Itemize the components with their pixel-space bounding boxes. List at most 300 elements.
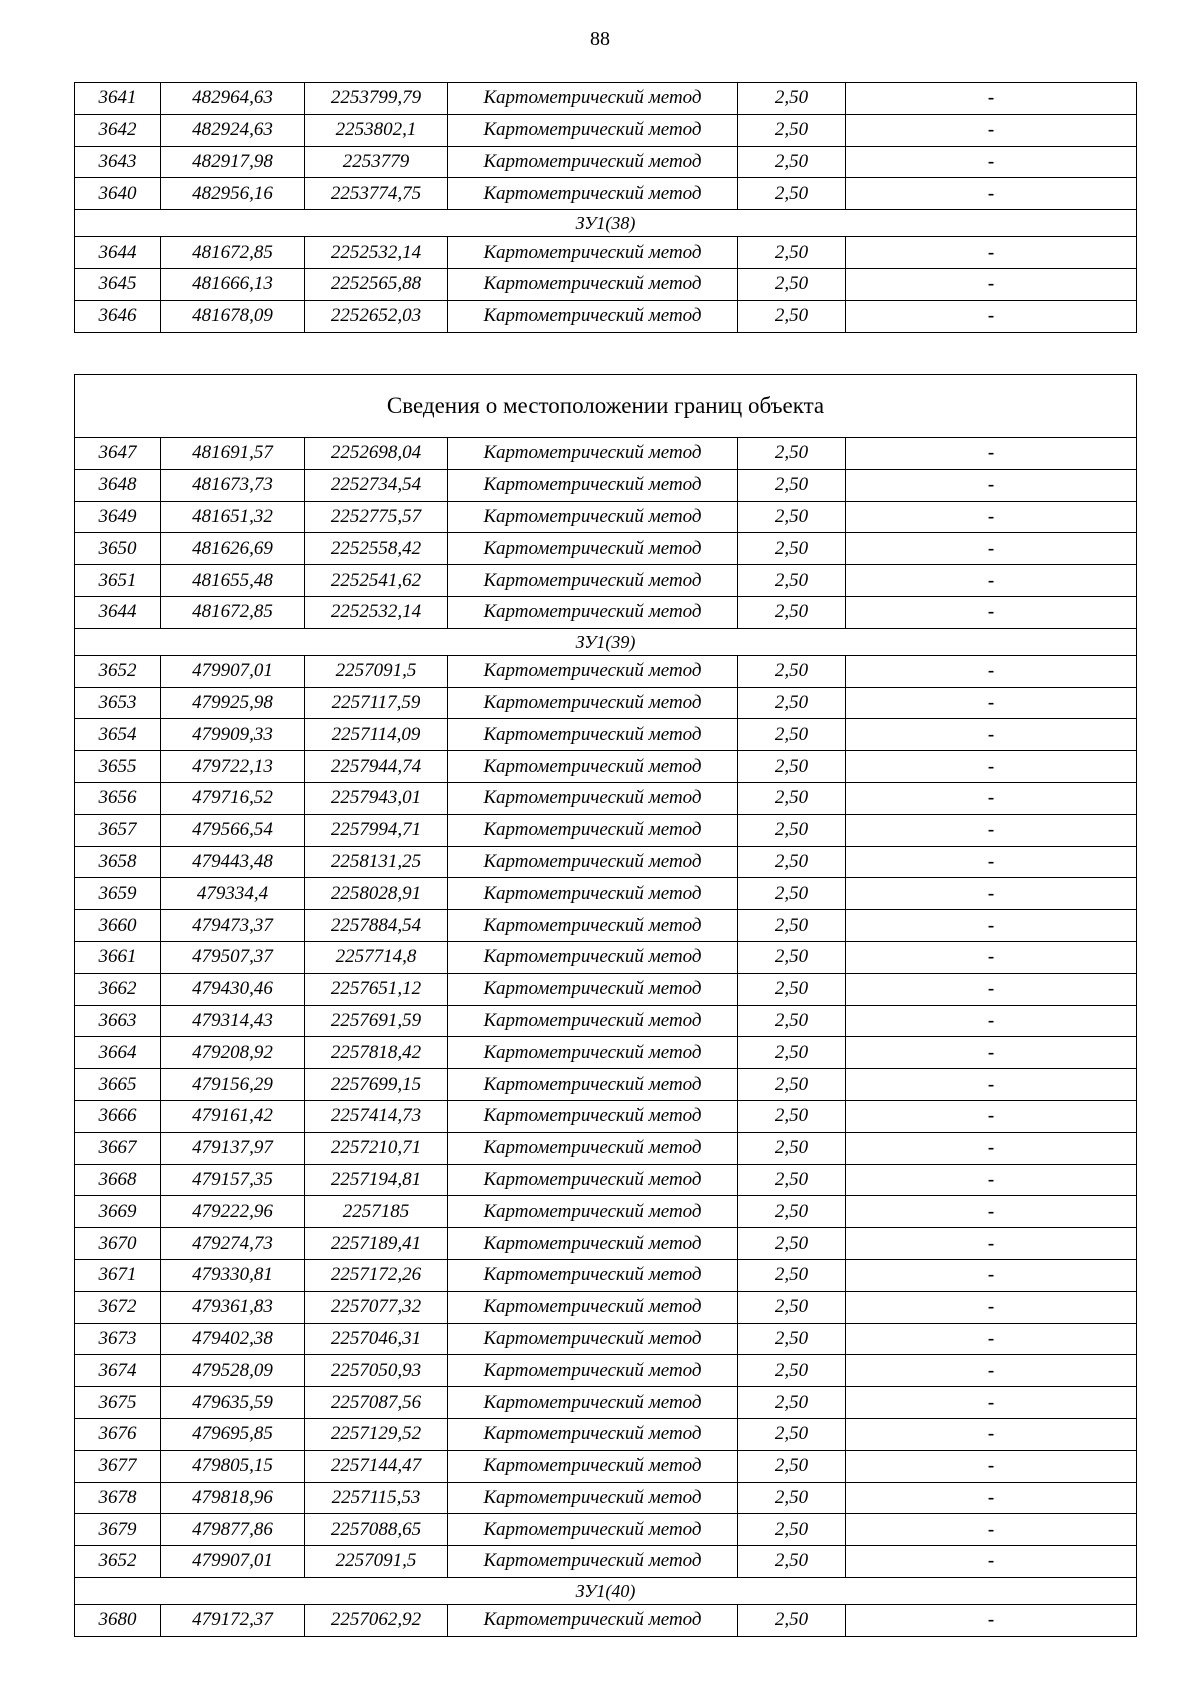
y-coordinate-cell: 2252558,42 xyxy=(305,533,448,565)
x-coordinate-cell: 481672,85 xyxy=(161,596,305,628)
x-coordinate-cell: 479716,52 xyxy=(161,782,305,814)
note-cell: - xyxy=(846,1196,1137,1228)
y-coordinate-cell: 2257714,8 xyxy=(305,941,448,973)
accuracy-cell: 2,50 xyxy=(738,910,846,942)
note-cell: - xyxy=(846,237,1137,269)
accuracy-cell: 2,50 xyxy=(738,1100,846,1132)
table-row xyxy=(75,1418,1137,1450)
table-row xyxy=(75,565,1137,597)
accuracy-cell: 2,50 xyxy=(738,268,846,300)
x-coordinate-cell: 481655,48 xyxy=(161,565,305,597)
x-coordinate-cell: 479137,97 xyxy=(161,1132,305,1164)
y-coordinate-cell: 2252775,57 xyxy=(305,501,448,533)
note-cell: - xyxy=(846,1355,1137,1387)
method-cell: Картометрический метод xyxy=(448,178,738,210)
point-number-cell: 3677 xyxy=(75,1450,161,1482)
note-cell: - xyxy=(846,1291,1137,1323)
note-cell: - xyxy=(846,941,1137,973)
x-coordinate-cell: 482956,16 xyxy=(161,178,305,210)
x-coordinate-cell: 479172,37 xyxy=(161,1604,305,1636)
x-coordinate-cell: 479566,54 xyxy=(161,814,305,846)
table-row xyxy=(75,178,1137,210)
table-row xyxy=(75,1604,1137,1636)
x-coordinate-cell: 479334,4 xyxy=(161,878,305,910)
accuracy-cell: 2,50 xyxy=(738,878,846,910)
y-coordinate-cell: 2252532,14 xyxy=(305,596,448,628)
note-cell: - xyxy=(846,438,1137,470)
point-number-cell: 3663 xyxy=(75,1005,161,1037)
note-cell: - xyxy=(846,1228,1137,1260)
note-cell: - xyxy=(846,814,1137,846)
accuracy-cell: 2,50 xyxy=(738,114,846,146)
note-cell: - xyxy=(846,1259,1137,1291)
y-coordinate-cell: 2257884,54 xyxy=(305,910,448,942)
x-coordinate-cell: 479907,01 xyxy=(161,655,305,687)
point-number-cell: 3655 xyxy=(75,751,161,783)
table-row xyxy=(75,751,1137,783)
x-coordinate-cell: 481651,32 xyxy=(161,501,305,533)
method-cell: Картометрический метод xyxy=(448,1228,738,1260)
accuracy-cell: 2,50 xyxy=(738,237,846,269)
y-coordinate-cell: 2257087,56 xyxy=(305,1387,448,1419)
point-number-cell: 3654 xyxy=(75,719,161,751)
table-row xyxy=(75,655,1137,687)
accuracy-cell: 2,50 xyxy=(738,1482,846,1514)
accuracy-cell: 2,50 xyxy=(738,1132,846,1164)
y-coordinate-cell: 2257414,73 xyxy=(305,1100,448,1132)
table-row xyxy=(75,1355,1137,1387)
table-row xyxy=(75,438,1137,470)
land-plot-label: ЗУ1(38) xyxy=(75,210,1137,237)
table-row xyxy=(75,268,1137,300)
accuracy-cell: 2,50 xyxy=(738,146,846,178)
table-row xyxy=(75,1196,1137,1228)
x-coordinate-cell: 479222,96 xyxy=(161,1196,305,1228)
accuracy-cell: 2,50 xyxy=(738,1355,846,1387)
y-coordinate-cell: 2258131,25 xyxy=(305,846,448,878)
point-number-cell: 3660 xyxy=(75,910,161,942)
y-coordinate-cell: 2252532,14 xyxy=(305,237,448,269)
note-cell: - xyxy=(846,268,1137,300)
note-cell: - xyxy=(846,1514,1137,1546)
boundary-location-table xyxy=(74,374,1137,1637)
point-number-cell: 3652 xyxy=(75,655,161,687)
accuracy-cell: 2,50 xyxy=(738,1069,846,1101)
x-coordinate-cell: 479909,33 xyxy=(161,719,305,751)
accuracy-cell: 2,50 xyxy=(738,178,846,210)
y-coordinate-cell: 2252698,04 xyxy=(305,438,448,470)
group-header-row xyxy=(75,210,1137,237)
y-coordinate-cell: 2257144,47 xyxy=(305,1450,448,1482)
point-number-cell: 3643 xyxy=(75,146,161,178)
point-number-cell: 3645 xyxy=(75,268,161,300)
x-coordinate-cell: 479925,98 xyxy=(161,687,305,719)
accuracy-cell: 2,50 xyxy=(738,1259,846,1291)
method-cell: Картометрический метод xyxy=(448,1132,738,1164)
note-cell: - xyxy=(846,687,1137,719)
y-coordinate-cell: 2257994,71 xyxy=(305,814,448,846)
accuracy-cell: 2,50 xyxy=(738,533,846,565)
method-cell: Картометрический метод xyxy=(448,1100,738,1132)
accuracy-cell: 2,50 xyxy=(738,1387,846,1419)
point-number-cell: 3664 xyxy=(75,1037,161,1069)
table-row xyxy=(75,1514,1137,1546)
note-cell: - xyxy=(846,910,1137,942)
point-number-cell: 3648 xyxy=(75,469,161,501)
method-cell: Картометрический метод xyxy=(448,438,738,470)
method-cell: Картометрический метод xyxy=(448,1005,738,1037)
point-number-cell: 3657 xyxy=(75,814,161,846)
method-cell: Картометрический метод xyxy=(448,878,738,910)
point-number-cell: 3651 xyxy=(75,565,161,597)
y-coordinate-cell: 2257818,42 xyxy=(305,1037,448,1069)
method-cell: Картометрический метод xyxy=(448,1450,738,1482)
accuracy-cell: 2,50 xyxy=(738,565,846,597)
method-cell: Картометрический метод xyxy=(448,1604,738,1636)
method-cell: Картометрический метод xyxy=(448,941,738,973)
point-number-cell: 3656 xyxy=(75,782,161,814)
accuracy-cell: 2,50 xyxy=(738,83,846,115)
accuracy-cell: 2,50 xyxy=(738,1291,846,1323)
y-coordinate-cell: 2252734,54 xyxy=(305,469,448,501)
table-row xyxy=(75,878,1137,910)
method-cell: Картометрический метод xyxy=(448,1069,738,1101)
method-cell: Картометрический метод xyxy=(448,300,738,332)
x-coordinate-cell: 479877,86 xyxy=(161,1514,305,1546)
y-coordinate-cell: 2257185 xyxy=(305,1196,448,1228)
coordinates-table-body xyxy=(75,83,1137,333)
table-row xyxy=(75,814,1137,846)
accuracy-cell: 2,50 xyxy=(738,1514,846,1546)
method-cell: Картометрический метод xyxy=(448,501,738,533)
land-plot-label: ЗУ1(39) xyxy=(75,628,1137,655)
y-coordinate-cell: 2257046,31 xyxy=(305,1323,448,1355)
x-coordinate-cell: 479156,29 xyxy=(161,1069,305,1101)
note-cell: - xyxy=(846,565,1137,597)
note-cell: - xyxy=(846,973,1137,1005)
x-coordinate-cell: 479330,81 xyxy=(161,1259,305,1291)
point-number-cell: 3650 xyxy=(75,533,161,565)
table-row xyxy=(75,1069,1137,1101)
method-cell: Картометрический метод xyxy=(448,973,738,1005)
method-cell: Картометрический метод xyxy=(448,782,738,814)
accuracy-cell: 2,50 xyxy=(738,1005,846,1037)
table-row xyxy=(75,300,1137,332)
y-coordinate-cell: 2257062,92 xyxy=(305,1604,448,1636)
method-cell: Картометрический метод xyxy=(448,237,738,269)
x-coordinate-cell: 479157,35 xyxy=(161,1164,305,1196)
point-number-cell: 3673 xyxy=(75,1323,161,1355)
note-cell: - xyxy=(846,655,1137,687)
accuracy-cell: 2,50 xyxy=(738,751,846,783)
method-cell: Картометрический метод xyxy=(448,1164,738,1196)
accuracy-cell: 2,50 xyxy=(738,846,846,878)
y-coordinate-cell: 2257129,52 xyxy=(305,1418,448,1450)
method-cell: Картометрический метод xyxy=(448,1259,738,1291)
point-number-cell: 3641 xyxy=(75,83,161,115)
point-number-cell: 3671 xyxy=(75,1259,161,1291)
y-coordinate-cell: 2257114,09 xyxy=(305,719,448,751)
table-row xyxy=(75,973,1137,1005)
accuracy-cell: 2,50 xyxy=(738,1037,846,1069)
note-cell: - xyxy=(846,1546,1137,1578)
method-cell: Картометрический метод xyxy=(448,83,738,115)
note-cell: - xyxy=(846,846,1137,878)
table-row xyxy=(75,1323,1137,1355)
x-coordinate-cell: 482924,63 xyxy=(161,114,305,146)
table-row xyxy=(75,146,1137,178)
x-coordinate-cell: 479314,43 xyxy=(161,1005,305,1037)
note-cell: - xyxy=(846,1037,1137,1069)
accuracy-cell: 2,50 xyxy=(738,782,846,814)
method-cell: Картометрический метод xyxy=(448,1546,738,1578)
y-coordinate-cell: 2257699,15 xyxy=(305,1069,448,1101)
table-row xyxy=(75,941,1137,973)
point-number-cell: 3680 xyxy=(75,1604,161,1636)
point-number-cell: 3668 xyxy=(75,1164,161,1196)
point-number-cell: 3659 xyxy=(75,878,161,910)
point-number-cell: 3662 xyxy=(75,973,161,1005)
x-coordinate-cell: 479430,46 xyxy=(161,973,305,1005)
method-cell: Картометрический метод xyxy=(448,268,738,300)
note-cell: - xyxy=(846,719,1137,751)
method-cell: Картометрический метод xyxy=(448,814,738,846)
method-cell: Картометрический метод xyxy=(448,719,738,751)
y-coordinate-cell: 2252541,62 xyxy=(305,565,448,597)
point-number-cell: 3679 xyxy=(75,1514,161,1546)
group-header-row xyxy=(75,628,1137,655)
note-cell: - xyxy=(846,300,1137,332)
x-coordinate-cell: 481666,13 xyxy=(161,268,305,300)
note-cell: - xyxy=(846,1164,1137,1196)
point-number-cell: 3661 xyxy=(75,941,161,973)
point-number-cell: 3652 xyxy=(75,1546,161,1578)
note-cell: - xyxy=(846,1132,1137,1164)
y-coordinate-cell: 2252652,03 xyxy=(305,300,448,332)
x-coordinate-cell: 479528,09 xyxy=(161,1355,305,1387)
y-coordinate-cell: 2257077,32 xyxy=(305,1291,448,1323)
x-coordinate-cell: 479907,01 xyxy=(161,1546,305,1578)
method-cell: Картометрический метод xyxy=(448,1355,738,1387)
note-cell: - xyxy=(846,1418,1137,1450)
note-cell: - xyxy=(846,501,1137,533)
note-cell: - xyxy=(846,83,1137,115)
x-coordinate-cell: 479722,13 xyxy=(161,751,305,783)
point-number-cell: 3644 xyxy=(75,596,161,628)
x-coordinate-cell: 479818,96 xyxy=(161,1482,305,1514)
accuracy-cell: 2,50 xyxy=(738,1164,846,1196)
x-coordinate-cell: 479805,15 xyxy=(161,1450,305,1482)
method-cell: Картометрический метод xyxy=(448,1418,738,1450)
point-number-cell: 3649 xyxy=(75,501,161,533)
method-cell: Картометрический метод xyxy=(448,1514,738,1546)
y-coordinate-cell: 2253779 xyxy=(305,146,448,178)
y-coordinate-cell: 2257091,5 xyxy=(305,655,448,687)
table-row xyxy=(75,1259,1137,1291)
table-row xyxy=(75,1132,1137,1164)
y-coordinate-cell: 2257943,01 xyxy=(305,782,448,814)
accuracy-cell: 2,50 xyxy=(738,300,846,332)
note-cell: - xyxy=(846,1069,1137,1101)
accuracy-cell: 2,50 xyxy=(738,1196,846,1228)
x-coordinate-cell: 479274,73 xyxy=(161,1228,305,1260)
x-coordinate-cell: 481678,09 xyxy=(161,300,305,332)
note-cell: - xyxy=(846,146,1137,178)
accuracy-cell: 2,50 xyxy=(738,1450,846,1482)
y-coordinate-cell: 2257944,74 xyxy=(305,751,448,783)
accuracy-cell: 2,50 xyxy=(738,814,846,846)
note-cell: - xyxy=(846,1387,1137,1419)
point-number-cell: 3670 xyxy=(75,1228,161,1260)
table-row xyxy=(75,1164,1137,1196)
accuracy-cell: 2,50 xyxy=(738,973,846,1005)
note-cell: - xyxy=(846,533,1137,565)
table-row xyxy=(75,719,1137,751)
x-coordinate-cell: 479473,37 xyxy=(161,910,305,942)
method-cell: Картометрический метод xyxy=(448,469,738,501)
accuracy-cell: 2,50 xyxy=(738,1546,846,1578)
x-coordinate-cell: 481672,85 xyxy=(161,237,305,269)
table-row xyxy=(75,1037,1137,1069)
point-number-cell: 3646 xyxy=(75,300,161,332)
note-cell: - xyxy=(846,878,1137,910)
y-coordinate-cell: 2257194,81 xyxy=(305,1164,448,1196)
note-cell: - xyxy=(846,1100,1137,1132)
table-row xyxy=(75,1005,1137,1037)
table-row xyxy=(75,1228,1137,1260)
table-row xyxy=(75,237,1137,269)
table-title-row xyxy=(75,375,1137,438)
method-cell: Картометрический метод xyxy=(448,1323,738,1355)
table-row xyxy=(75,782,1137,814)
x-coordinate-cell: 481626,69 xyxy=(161,533,305,565)
method-cell: Картометрический метод xyxy=(448,565,738,597)
table-row xyxy=(75,846,1137,878)
note-cell: - xyxy=(846,1604,1137,1636)
point-number-cell: 3642 xyxy=(75,114,161,146)
point-number-cell: 3675 xyxy=(75,1387,161,1419)
point-number-cell: 3665 xyxy=(75,1069,161,1101)
x-coordinate-cell: 479443,48 xyxy=(161,846,305,878)
point-number-cell: 3644 xyxy=(75,237,161,269)
note-cell: - xyxy=(846,178,1137,210)
y-coordinate-cell: 2257172,26 xyxy=(305,1259,448,1291)
table-row xyxy=(75,1387,1137,1419)
accuracy-cell: 2,50 xyxy=(738,687,846,719)
method-cell: Картометрический метод xyxy=(448,1196,738,1228)
y-coordinate-cell: 2252565,88 xyxy=(305,268,448,300)
point-number-cell: 3647 xyxy=(75,438,161,470)
point-number-cell: 3669 xyxy=(75,1196,161,1228)
accuracy-cell: 2,50 xyxy=(738,1228,846,1260)
table-row xyxy=(75,687,1137,719)
x-coordinate-cell: 479635,59 xyxy=(161,1387,305,1419)
x-coordinate-cell: 479695,85 xyxy=(161,1418,305,1450)
y-coordinate-cell: 2257115,53 xyxy=(305,1482,448,1514)
note-cell: - xyxy=(846,596,1137,628)
point-number-cell: 3667 xyxy=(75,1132,161,1164)
accuracy-cell: 2,50 xyxy=(738,596,846,628)
coordinates-table-body xyxy=(75,438,1137,1637)
land-plot-label: ЗУ1(40) xyxy=(75,1577,1137,1604)
point-number-cell: 3666 xyxy=(75,1100,161,1132)
method-cell: Картометрический метод xyxy=(448,533,738,565)
y-coordinate-cell: 2257210,71 xyxy=(305,1132,448,1164)
x-coordinate-cell: 479161,42 xyxy=(161,1100,305,1132)
accuracy-cell: 2,50 xyxy=(738,941,846,973)
note-cell: - xyxy=(846,1005,1137,1037)
y-coordinate-cell: 2253774,75 xyxy=(305,178,448,210)
note-cell: - xyxy=(846,751,1137,783)
method-cell: Картометрический метод xyxy=(448,146,738,178)
method-cell: Картометрический метод xyxy=(448,1387,738,1419)
table-row xyxy=(75,83,1137,115)
y-coordinate-cell: 2257091,5 xyxy=(305,1546,448,1578)
group-header-row xyxy=(75,1577,1137,1604)
y-coordinate-cell: 2257050,93 xyxy=(305,1355,448,1387)
method-cell: Картометрический метод xyxy=(448,114,738,146)
note-cell: - xyxy=(846,782,1137,814)
note-cell: - xyxy=(846,1482,1137,1514)
table-row xyxy=(75,533,1137,565)
table-row xyxy=(75,501,1137,533)
page-number: 88 xyxy=(590,28,610,50)
method-cell: Картометрический метод xyxy=(448,1291,738,1323)
point-number-cell: 3676 xyxy=(75,1418,161,1450)
y-coordinate-cell: 2257088,65 xyxy=(305,1514,448,1546)
method-cell: Картометрический метод xyxy=(448,751,738,783)
accuracy-cell: 2,50 xyxy=(738,1604,846,1636)
method-cell: Картометрический метод xyxy=(448,596,738,628)
accuracy-cell: 2,50 xyxy=(738,1323,846,1355)
table-row xyxy=(75,1100,1137,1132)
accuracy-cell: 2,50 xyxy=(738,501,846,533)
table-row xyxy=(75,114,1137,146)
y-coordinate-cell: 2257651,12 xyxy=(305,973,448,1005)
table-row xyxy=(75,910,1137,942)
note-cell: - xyxy=(846,114,1137,146)
y-coordinate-cell: 2253802,1 xyxy=(305,114,448,146)
method-cell: Картометрический метод xyxy=(448,910,738,942)
point-number-cell: 3653 xyxy=(75,687,161,719)
point-number-cell: 3672 xyxy=(75,1291,161,1323)
table-row xyxy=(75,1482,1137,1514)
note-cell: - xyxy=(846,469,1137,501)
y-coordinate-cell: 2257189,41 xyxy=(305,1228,448,1260)
accuracy-cell: 2,50 xyxy=(738,719,846,751)
accuracy-cell: 2,50 xyxy=(738,655,846,687)
x-coordinate-cell: 482964,63 xyxy=(161,83,305,115)
point-number-cell: 3678 xyxy=(75,1482,161,1514)
method-cell: Картометрический метод xyxy=(448,1482,738,1514)
y-coordinate-cell: 2253799,79 xyxy=(305,83,448,115)
x-coordinate-cell: 479361,83 xyxy=(161,1291,305,1323)
method-cell: Картометрический метод xyxy=(448,846,738,878)
accuracy-cell: 2,50 xyxy=(738,469,846,501)
x-coordinate-cell: 481691,57 xyxy=(161,438,305,470)
y-coordinate-cell: 2257691,59 xyxy=(305,1005,448,1037)
table-row xyxy=(75,1546,1137,1578)
point-number-cell: 3658 xyxy=(75,846,161,878)
note-cell: - xyxy=(846,1450,1137,1482)
point-number-cell: 3674 xyxy=(75,1355,161,1387)
method-cell: Картометрический метод xyxy=(448,655,738,687)
method-cell: Картометрический метод xyxy=(448,687,738,719)
x-coordinate-cell: 479208,92 xyxy=(161,1037,305,1069)
table-row xyxy=(75,1291,1137,1323)
x-coordinate-cell: 479507,37 xyxy=(161,941,305,973)
y-coordinate-cell: 2258028,91 xyxy=(305,878,448,910)
